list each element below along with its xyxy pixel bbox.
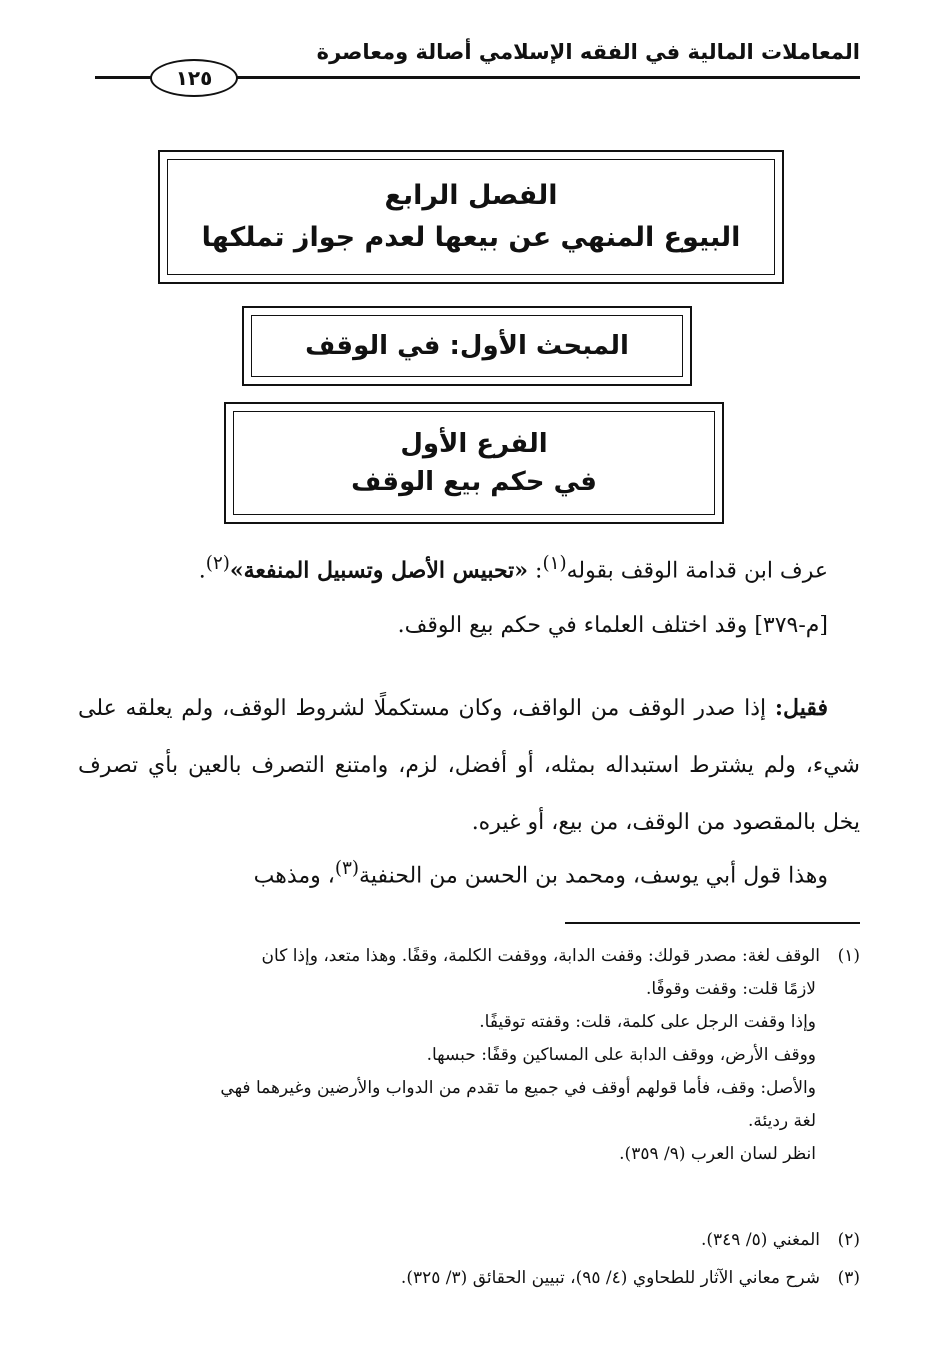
footnote-1 [78, 940, 860, 1171]
footnote-separator [565, 922, 860, 924]
chapter-subheading: البيوع المنهي عن بيعها لعدم جواز تملكها [201, 222, 741, 253]
chapter-title-frame [158, 150, 784, 284]
paragraph-attribution [78, 858, 860, 888]
branch-title-frame [224, 402, 724, 524]
footnote-1-line-4: ووقف الأرض، ووقف الدابة على المساكين وقفًا: حبسها. [426, 1045, 816, 1065]
footnote-3-text: شرح معاني الآثار للطحاوي (٤/ ٩٥)، تبيين الحقائق (٣/ ٣٢٥). [400, 1268, 820, 1288]
branch-subheading: في حكم بيع الوقف [351, 467, 597, 497]
definition-text: عرف ابن قدامة الوقف بقوله [566, 558, 828, 584]
footnote-ref-1[interactable]: (١) [542, 553, 567, 574]
running-title: المعاملات المالية في الفقه الإسلامي أصالة ومعاصرة [316, 40, 860, 64]
footnote-1-line-5: والأصل: وقف، فأما قولهم أوقف في جميع ما تقدم من الدواب والأرضين وغيرهما فهي [220, 1078, 816, 1098]
paragraph-definition [78, 553, 860, 583]
footnote-ref-3[interactable]: (٣) [334, 858, 360, 879]
section-title-frame [242, 306, 692, 386]
footnote-1-line-7: انظر لسان العرب (٩/ ٣٥٩). [619, 1144, 816, 1164]
footnote-1-line-2: لازمًا قلت: وقفت وقوفًا. [645, 979, 816, 999]
footnote-2 [78, 1224, 860, 1257]
footnote-3 [78, 1262, 860, 1295]
footnote-1-line-6: لغة رديئة. [747, 1111, 816, 1131]
first-opinion-text: إذا صدر الوقف من الواقف، وكان مستكملًا لشروط الوقف، ولم يعلقه على شيء، ولم يشترط استبداله بمثله، أو أفضل، لزم، وامتنع التصرف بالعين بأي تصرف يخل بالمقصود من الوقف، من بيع، أو غيره. [78, 696, 860, 835]
footnote-ref-2[interactable]: (٢) [205, 553, 230, 574]
footnote-1-line-1: الوقف لغة: مصدر قولك: وقفت الدابة، ووقفت الكلمة، وقفًا. وهذا متعد، وإذا كان [261, 946, 820, 966]
footnote-2-text: المغني (٥/ ٣٤٩). [700, 1230, 820, 1250]
first-opinion-lead: فقيل: [774, 695, 828, 721]
footnote-1-line-3: وإذا وقفت الرجل على كلمة، قلت: وقفته توقيفًا. [479, 1012, 816, 1032]
definition-quote: «تحبيس الأصل وتسبيل المنفعة» [229, 557, 529, 584]
paragraph-disagreement: [م-٣٧٩] وقد اختلف العلماء في حكم بيع الوقف. [397, 613, 828, 638]
footnote-1-number: (١) [837, 946, 860, 966]
chapter-heading: الفصل الرابع [384, 180, 558, 212]
footnote-2-number: (٢) [837, 1230, 860, 1250]
section-heading: المبحث الأول: في الوقف [305, 330, 629, 361]
footnote-3-number: (٣) [837, 1268, 860, 1288]
definition-colon: : [528, 558, 543, 584]
page-number: ١٢٥ [150, 59, 238, 97]
definition-end: . [198, 558, 206, 584]
attribution-text: وهذا قول أبي يوسف، ومحمد بن الحسن من الحنفية [359, 863, 828, 889]
paragraph-first-opinion [78, 680, 860, 851]
branch-heading: الفرع الأول [400, 428, 548, 459]
attribution-end: ، ومذهب [253, 863, 335, 889]
